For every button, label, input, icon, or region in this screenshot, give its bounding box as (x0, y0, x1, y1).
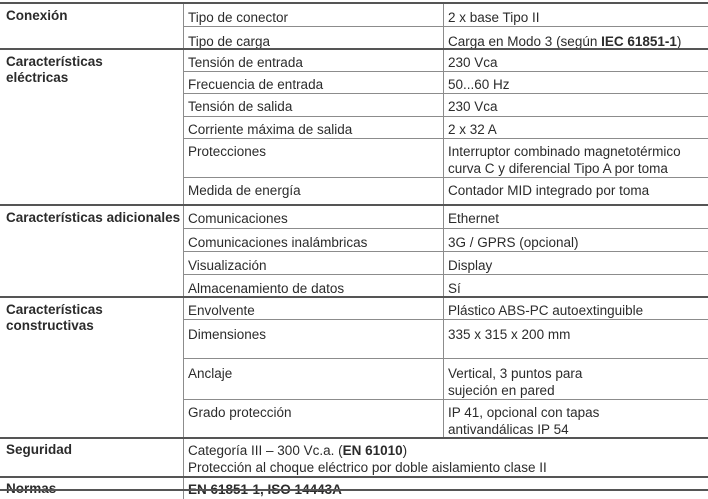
spec-label: Comunicaciones inalámbricas (188, 235, 368, 250)
value-line: sujeción en pared (448, 383, 555, 398)
spec-value (448, 404, 706, 438)
spec-row (183, 177, 708, 205)
standard-reference: EN 61010 (342, 443, 403, 458)
spec-value: Ethernet (448, 211, 500, 226)
spec-label: Tensión de salida (188, 99, 293, 114)
spec-value: 2 x 32 A (448, 122, 497, 137)
spec-label: Almacenamiento de datos (188, 281, 345, 296)
value-line: Interruptor combinado magnetotérmico (448, 144, 681, 159)
spec-label: Corriente máxima de salida (188, 122, 353, 137)
value-line: IP 41, opcional con tapas (448, 405, 600, 420)
value-line (188, 442, 688, 459)
group-seguridad (0, 437, 708, 476)
group-heading: Seguridad (6, 442, 73, 457)
spec-row (183, 138, 708, 177)
table-bottom-rule (0, 489, 708, 491)
spec-row (183, 116, 708, 138)
group-heading: Características constructivas (6, 302, 103, 333)
spec-row (183, 358, 708, 399)
value-text: ) (402, 443, 408, 458)
spec-label: Envolvente (188, 303, 255, 318)
value-text: Categoría III – 300 Vc.a. ( (188, 443, 343, 458)
spec-row (183, 228, 708, 251)
spec-row (183, 274, 708, 296)
spec-value: 230 Vca (448, 55, 498, 70)
spec-value (448, 143, 706, 177)
spec-label: Protecciones (188, 144, 267, 159)
group-caracteristicas-constructivas (0, 296, 708, 437)
value-text: Carga en Modo 3 (según (448, 34, 602, 49)
group-heading: Conexión (6, 8, 68, 23)
spec-row (183, 251, 708, 274)
spec-label: Dimensiones (188, 327, 267, 342)
spec-value: 335 x 315 x 200 mm (448, 327, 571, 342)
spec-value: Plástico ABS-PC autoextinguible (448, 303, 644, 318)
spec-value: Contador MID integrado por toma (448, 183, 650, 198)
spec-value: 3G / GPRS (opcional) (448, 235, 579, 250)
group-conexion (0, 2, 708, 48)
spec-value: 50...60 Hz (448, 77, 510, 92)
value-line: Protección al choque eléctrico por doble aislamiento clase II (188, 460, 547, 475)
spec-value (188, 442, 688, 476)
spec-row (183, 50, 708, 71)
standard-reference: IEC 61851-1 (601, 34, 677, 49)
group-heading: Características adicionales (6, 210, 181, 225)
spec-value: 2 x base Tipo II (448, 10, 540, 25)
spec-row (183, 26, 708, 48)
spec-row (183, 4, 708, 26)
spec-label: Tensión de entrada (188, 55, 303, 70)
spec-label: Tipo de conector (188, 10, 289, 25)
spec-value: Display (448, 258, 493, 273)
spec-label: Medida de energía (188, 183, 301, 198)
spec-label: Comunicaciones (188, 211, 288, 226)
group-caracteristicas-adicionales (0, 204, 708, 296)
group-heading: Características eléctricas (6, 54, 103, 85)
spec-row (183, 319, 708, 358)
spec-value: 230 Vca (448, 99, 498, 114)
spec-label: Grado protección (188, 405, 292, 420)
spec-label: Tipo de carga (188, 34, 271, 49)
spec-label: Frecuencia de entrada (188, 77, 324, 92)
spec-row (183, 399, 708, 438)
spec-label: Anclaje (188, 366, 233, 381)
value-text: ) (676, 34, 682, 49)
spec-row (183, 439, 708, 476)
standards-value: EN 61851-1, ISO 14443A (188, 482, 342, 497)
spec-row (183, 298, 708, 319)
spec-row (183, 71, 708, 93)
value-line: curva C y diferencial Tipo A por toma (448, 161, 668, 176)
value-line: Vertical, 3 puntos para (448, 366, 583, 381)
spec-row (183, 93, 708, 116)
spec-label: Visualización (188, 258, 267, 273)
group-caracteristicas-electricas (0, 48, 708, 204)
spec-row (183, 206, 708, 228)
spec-value (448, 365, 706, 399)
spec-value: Sí (448, 281, 461, 296)
spec-table (0, 2, 708, 499)
group-heading: Normas (6, 481, 57, 496)
value-line: antivandálicas IP 54 (448, 422, 569, 437)
